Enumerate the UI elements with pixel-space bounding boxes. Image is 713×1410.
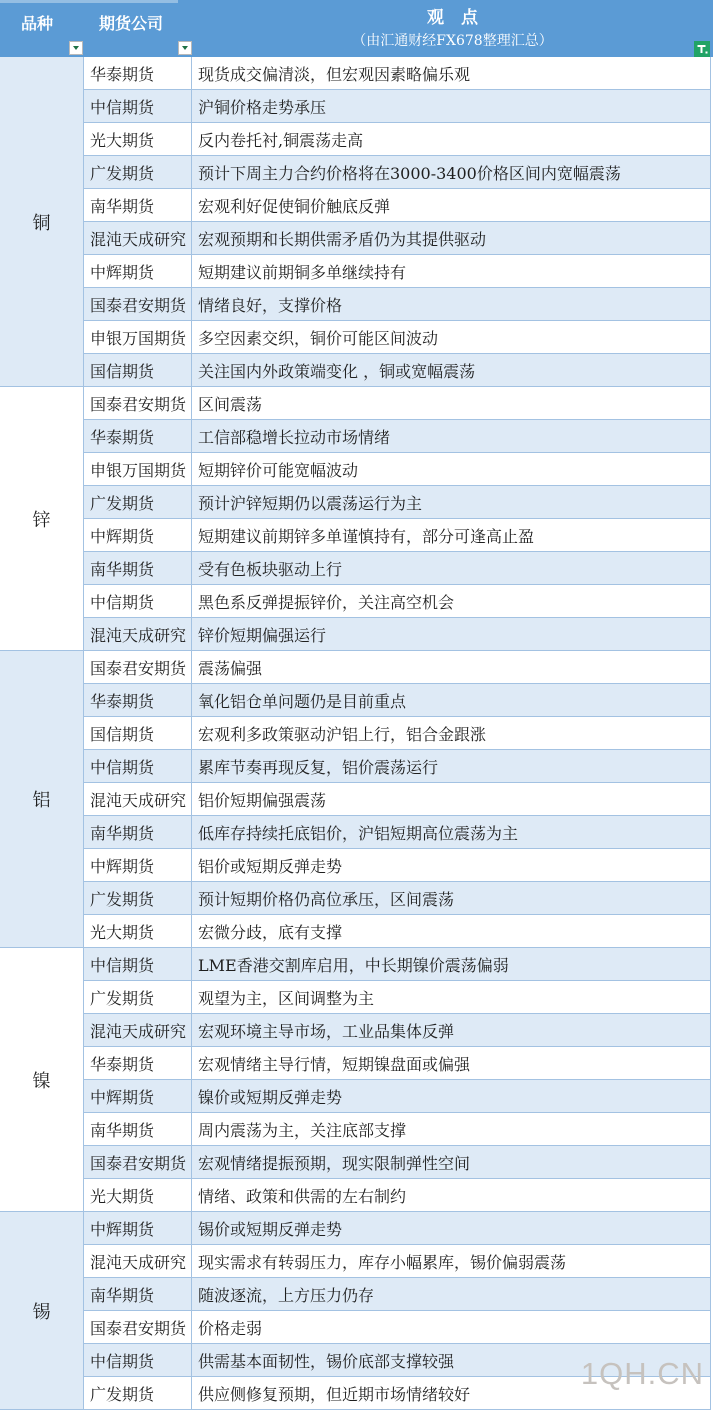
company-cell[interactable] — [84, 552, 192, 584]
company-name: 国信期货 — [90, 724, 155, 744]
table-row — [84, 684, 710, 717]
metal-label-cell[interactable] — [0, 1212, 84, 1410]
company-name: 中信期货 — [90, 1351, 155, 1371]
table-row — [84, 420, 710, 453]
company-cell[interactable] — [84, 321, 192, 353]
metal-group — [0, 387, 711, 651]
company-cell[interactable] — [84, 453, 192, 485]
opinion-text: 短期建议前期锌多单谨慎持有，部分可逢高止盈 — [198, 526, 535, 546]
company-name: 光大期货 — [90, 130, 155, 150]
company-name: 华泰期货 — [90, 691, 155, 711]
company-name: 申银万国期货 — [90, 460, 187, 480]
company-name: 南华期货 — [90, 559, 155, 579]
company-cell[interactable] — [84, 816, 192, 848]
opinion-text: 镍价或短期反弹走势 — [198, 1087, 343, 1107]
opinion-cell[interactable] — [192, 849, 710, 881]
company-name: 广发期货 — [90, 493, 155, 513]
company-cell[interactable] — [84, 651, 192, 683]
opinion-cell[interactable] — [192, 453, 710, 485]
company-name: 中辉期货 — [90, 1087, 155, 1107]
opinion-cell[interactable] — [192, 882, 710, 914]
company-cell[interactable] — [84, 420, 192, 452]
company-cell[interactable] — [84, 387, 192, 419]
opinion-cell[interactable] — [192, 1179, 710, 1211]
opinion-text: 短期建议前期铜多单继续持有 — [198, 262, 407, 282]
table-row — [84, 1377, 710, 1410]
opinion-cell[interactable] — [192, 57, 710, 89]
opinion-text: 宏观情绪提振预期，现实限制弹性空间 — [198, 1153, 471, 1173]
group-rows — [84, 57, 711, 387]
company-filter-dropdown-button[interactable] — [178, 41, 192, 55]
company-cell[interactable] — [84, 684, 192, 716]
opinion-text: 受有色板块驱动上行 — [198, 559, 343, 579]
opinion-text: 反内卷托衬,铜震荡走高 — [198, 130, 364, 150]
opinion-cell[interactable] — [192, 420, 710, 452]
company-cell[interactable] — [84, 519, 192, 551]
opinion-cell[interactable] — [192, 684, 710, 716]
table-row — [84, 156, 710, 189]
opinion-cell[interactable] — [192, 1344, 710, 1376]
table-row — [84, 288, 710, 321]
opinion-cell[interactable] — [192, 1047, 710, 1079]
metal-group — [0, 57, 711, 387]
company-cell[interactable] — [84, 57, 192, 89]
opinion-text: 震荡偏强 — [198, 658, 263, 678]
metal-label-cell[interactable] — [0, 387, 84, 651]
table-row — [84, 1245, 710, 1278]
opinion-text: 铝价或短期反弹走势 — [198, 856, 343, 876]
company-cell[interactable] — [84, 1146, 192, 1178]
opinion-text: 锡价或短期反弹走势 — [198, 1219, 343, 1239]
company-name: 华泰期货 — [90, 1054, 155, 1074]
opinion-header-title: 观 点 — [427, 8, 478, 28]
opinion-cell[interactable] — [192, 255, 710, 287]
metal-label-cell[interactable] — [0, 57, 84, 387]
table-row — [84, 849, 710, 882]
opinion-cell[interactable] — [192, 288, 710, 320]
table-row — [84, 717, 710, 750]
opinion-cell[interactable] — [192, 90, 710, 122]
opinion-text: 现实需求有转弱压力，库存小幅累库，锡价偏弱震荡 — [198, 1252, 567, 1272]
opinion-cell[interactable] — [192, 1212, 710, 1244]
company-name: 广发期货 — [90, 889, 155, 909]
company-cell[interactable] — [84, 618, 192, 650]
table-row — [84, 1311, 710, 1344]
company-name: 中信期货 — [90, 97, 155, 117]
group-rows — [84, 387, 711, 651]
opinion-text: 沪铜价格走势承压 — [198, 97, 327, 117]
opinion-cell[interactable] — [192, 123, 710, 155]
opinion-text: 工信部稳增长拉动市场情绪 — [198, 427, 391, 447]
table-row — [84, 750, 710, 783]
table-row — [84, 387, 710, 420]
metal-label: 铝 — [32, 790, 51, 811]
company-cell[interactable] — [84, 222, 192, 254]
opinion-text: 氧化铝仓单问题仍是目前重点 — [198, 691, 407, 711]
opinion-cell[interactable] — [192, 222, 710, 254]
opinion-text: 关注国内外政策端变化 ，铜或宽幅震荡 — [198, 361, 476, 381]
company-name: 国信期货 — [90, 361, 155, 381]
table-row — [84, 816, 710, 849]
table-row — [84, 585, 710, 618]
metal-group — [0, 651, 711, 948]
table-row — [84, 453, 710, 486]
opinion-cell[interactable] — [192, 387, 710, 419]
table-row — [84, 882, 710, 915]
table-row — [84, 222, 710, 255]
company-name: 中信期货 — [90, 757, 155, 777]
table-row — [84, 783, 710, 816]
opinion-text: 现货成交偏清淡，但宏观因素略偏乐观 — [198, 64, 471, 84]
table-row — [84, 1146, 710, 1179]
opinion-cell[interactable] — [192, 486, 710, 518]
company-name: 混沌天成研究 — [90, 1021, 187, 1041]
company-cell[interactable] — [84, 288, 192, 320]
opinion-cell[interactable] — [192, 651, 710, 683]
opinion-cell[interactable] — [192, 519, 710, 551]
company-cell[interactable] — [84, 1179, 192, 1211]
opinion-text: 锌价短期偏强运行 — [198, 625, 327, 645]
table-row — [84, 651, 710, 684]
table-row — [84, 552, 710, 585]
opinion-text: 随波逐流，上方压力仍存 — [198, 1285, 375, 1305]
company-cell[interactable] — [84, 882, 192, 914]
company-cell[interactable] — [84, 981, 192, 1013]
company-cell[interactable] — [84, 123, 192, 155]
company-name: 国泰君安期货 — [90, 658, 187, 678]
opinion-cell[interactable] — [192, 783, 710, 815]
opinion-column-header[interactable] — [192, 3, 713, 50]
table-row — [84, 486, 710, 519]
opinion-cell[interactable] — [192, 156, 710, 188]
company-cell[interactable] — [84, 90, 192, 122]
filter-dropdown-icon — [73, 46, 79, 50]
company-cell[interactable] — [84, 750, 192, 782]
company-cell[interactable] — [84, 849, 192, 881]
table-row — [84, 57, 710, 90]
opinion-text: 宏微分歧，底有支撑 — [198, 922, 343, 942]
table-row — [84, 1080, 710, 1113]
variety-filter-dropdown-button[interactable] — [69, 41, 83, 55]
opinion-active-filter-button[interactable] — [694, 41, 710, 57]
company-cell[interactable] — [84, 1014, 192, 1046]
opinion-text: 短期锌价可能宽幅波动 — [198, 460, 359, 480]
company-cell[interactable] — [84, 1245, 192, 1277]
table-row — [84, 981, 710, 1014]
opinion-cell[interactable] — [192, 816, 710, 848]
metal-label-cell[interactable] — [0, 948, 84, 1212]
table-row — [84, 321, 710, 354]
table-row — [84, 519, 710, 552]
company-name: 光大期货 — [90, 922, 155, 942]
company-name: 中辉期货 — [90, 856, 155, 876]
company-name: 中辉期货 — [90, 262, 155, 282]
table-header — [0, 0, 713, 57]
opinion-text: 周内震荡为主，关注底部支撑 — [198, 1120, 407, 1140]
metal-group — [0, 948, 711, 1212]
opinion-text: 预计下周主力合约价格将在3000-3400价格区间内宽幅震荡 — [198, 163, 621, 183]
company-name: 南华期货 — [90, 196, 155, 216]
table-row — [84, 618, 710, 651]
opinion-text: 低库存持续托底铝价，沪铝短期高位震荡为主 — [198, 823, 519, 843]
company-name: 南华期货 — [90, 1285, 155, 1305]
company-cell[interactable] — [84, 1113, 192, 1145]
company-cell[interactable] — [84, 948, 192, 980]
opinion-text: 宏观利好促使铜价触底反弹 — [198, 196, 391, 216]
company-cell[interactable] — [84, 486, 192, 518]
opinion-cell[interactable] — [192, 1146, 710, 1178]
table-row — [84, 1014, 710, 1047]
metal-label-cell[interactable] — [0, 651, 84, 948]
company-name: 中信期货 — [90, 955, 155, 975]
opinion-cell[interactable] — [192, 1245, 710, 1277]
opinion-cell[interactable] — [192, 981, 710, 1013]
opinion-cell[interactable] — [192, 1278, 710, 1310]
metal-label: 铜 — [32, 212, 51, 234]
company-name: 国泰君安期货 — [90, 1318, 187, 1338]
table-row — [84, 1212, 710, 1245]
opinion-text: 区间震荡 — [198, 394, 263, 414]
company-cell[interactable] — [84, 1344, 192, 1376]
company-name: 混沌天成研究 — [90, 625, 187, 645]
opinion-text: 观望为主，区间调整为主 — [198, 988, 375, 1008]
company-cell[interactable] — [84, 1080, 192, 1112]
company-name: 中信期货 — [90, 592, 155, 612]
opinion-text: 预计短期价格仍高位承压，区间震荡 — [198, 889, 455, 909]
company-cell[interactable] — [84, 783, 192, 815]
company-name: 广发期货 — [90, 163, 155, 183]
opinion-text: 宏观利多政策驱动沪铝上行，铝合金跟涨 — [198, 724, 487, 744]
active-filter-funnel-icon — [697, 44, 708, 55]
opinion-header-subtitle: （由汇通财经FX678整理汇总） — [352, 33, 553, 49]
company-cell[interactable] — [84, 1311, 192, 1343]
opinion-cell[interactable] — [192, 750, 710, 782]
table-row — [84, 948, 710, 981]
opinion-text: 供应侧修复预期，但近期市场情绪较好 — [198, 1384, 471, 1404]
company-name: 广发期货 — [90, 988, 155, 1008]
opinion-cell[interactable] — [192, 189, 710, 221]
metal-label: 镍 — [32, 1070, 51, 1092]
watermark: 1QH.CN — [580, 1356, 704, 1391]
table-row — [84, 915, 710, 948]
opinion-cell[interactable] — [192, 354, 710, 386]
table-row — [84, 1278, 710, 1311]
table-row — [84, 1344, 710, 1377]
company-name: 混沌天成研究 — [90, 1252, 187, 1272]
table-row — [84, 123, 710, 156]
company-name: 国泰君安期货 — [90, 1153, 187, 1173]
metal-label: 锌 — [32, 509, 51, 531]
opinion-cell[interactable] — [192, 585, 710, 617]
opinion-text: LME香港交割库启用，中长期镍价震荡偏弱 — [198, 955, 509, 975]
company-name: 混沌天成研究 — [90, 229, 187, 249]
opinion-cell[interactable] — [192, 717, 710, 749]
group-rows — [84, 651, 711, 948]
company-cell[interactable] — [84, 1278, 192, 1310]
company-cell[interactable] — [84, 1047, 192, 1079]
opinion-text: 黑色系反弹提振锌价，关注高空机会 — [198, 592, 455, 612]
table-row — [84, 1179, 710, 1212]
company-cell[interactable] — [84, 189, 192, 221]
company-name: 国泰君安期货 — [90, 394, 187, 414]
opinion-text: 宏观环境主导市场，工业品集体反弹 — [198, 1021, 455, 1041]
opinion-text: 铝价短期偏强震荡 — [198, 790, 327, 810]
opinion-text: 价格走弱 — [198, 1318, 263, 1338]
opinion-text: 累库节奏再现反复，铝价震荡运行 — [198, 757, 439, 777]
company-cell[interactable] — [84, 1212, 192, 1244]
opinion-text: 情绪、政策和供需的左右制约 — [198, 1186, 407, 1206]
company-name: 光大期货 — [90, 1186, 155, 1206]
company-name: 中辉期货 — [90, 526, 155, 546]
opinion-cell[interactable] — [192, 915, 710, 947]
opinion-text: 宏观预期和长期供需矛盾仍为其提供驱动 — [198, 229, 487, 249]
company-name: 南华期货 — [90, 823, 155, 843]
opinion-cell[interactable] — [192, 948, 710, 980]
company-cell[interactable] — [84, 717, 192, 749]
company-cell[interactable] — [84, 915, 192, 947]
opinion-cell[interactable] — [192, 1113, 710, 1145]
company-name: 申银万国期货 — [90, 328, 187, 348]
company-name: 华泰期货 — [90, 427, 155, 447]
table-row — [84, 189, 710, 222]
futures-table-body — [0, 57, 711, 1410]
opinion-cell[interactable] — [192, 1080, 710, 1112]
variety-column-header[interactable]: 品种 — [20, 14, 53, 33]
company-name: 国泰君安期货 — [90, 295, 187, 315]
company-name: 华泰期货 — [90, 64, 155, 84]
opinion-text: 供需基本面韧性，锡价底部支撑较强 — [198, 1351, 455, 1371]
opinion-cell[interactable] — [192, 321, 710, 353]
company-name: 中辉期货 — [90, 1219, 155, 1239]
group-rows — [84, 948, 711, 1212]
company-cell[interactable] — [84, 1377, 192, 1409]
opinion-cell[interactable] — [192, 1377, 710, 1409]
company-name: 混沌天成研究 — [90, 790, 187, 810]
opinion-text: 宏观情绪主导行情，短期镍盘面或偏强 — [198, 1054, 471, 1074]
table-row — [84, 90, 710, 123]
group-rows — [84, 1212, 711, 1410]
company-name: 南华期货 — [90, 1120, 155, 1140]
company-cell[interactable] — [84, 156, 192, 188]
opinion-text: 情绪良好，支撑价格 — [198, 295, 343, 315]
table-row — [84, 1047, 710, 1080]
metal-label: 锡 — [32, 1301, 51, 1323]
opinion-text: 预计沪锌短期仍以震荡运行为主 — [198, 493, 423, 513]
company-name: 广发期货 — [90, 1384, 155, 1404]
opinion-cell[interactable] — [192, 1014, 710, 1046]
opinion-cell[interactable] — [192, 552, 710, 584]
company-cell[interactable] — [84, 354, 192, 386]
opinion-cell[interactable] — [192, 618, 710, 650]
opinion-cell[interactable] — [192, 1311, 710, 1343]
company-cell[interactable] — [84, 255, 192, 287]
company-cell[interactable] — [84, 585, 192, 617]
opinion-text: 多空因素交织，铜价可能区间波动 — [198, 328, 439, 348]
metal-group — [0, 1212, 711, 1410]
table-row — [84, 354, 710, 387]
filter-dropdown-icon — [182, 46, 188, 50]
table-row — [84, 1113, 710, 1146]
table-row — [84, 255, 710, 288]
company-column-header[interactable]: 期货公司 — [99, 14, 164, 33]
frozen-pane-seam — [0, 0, 178, 3]
